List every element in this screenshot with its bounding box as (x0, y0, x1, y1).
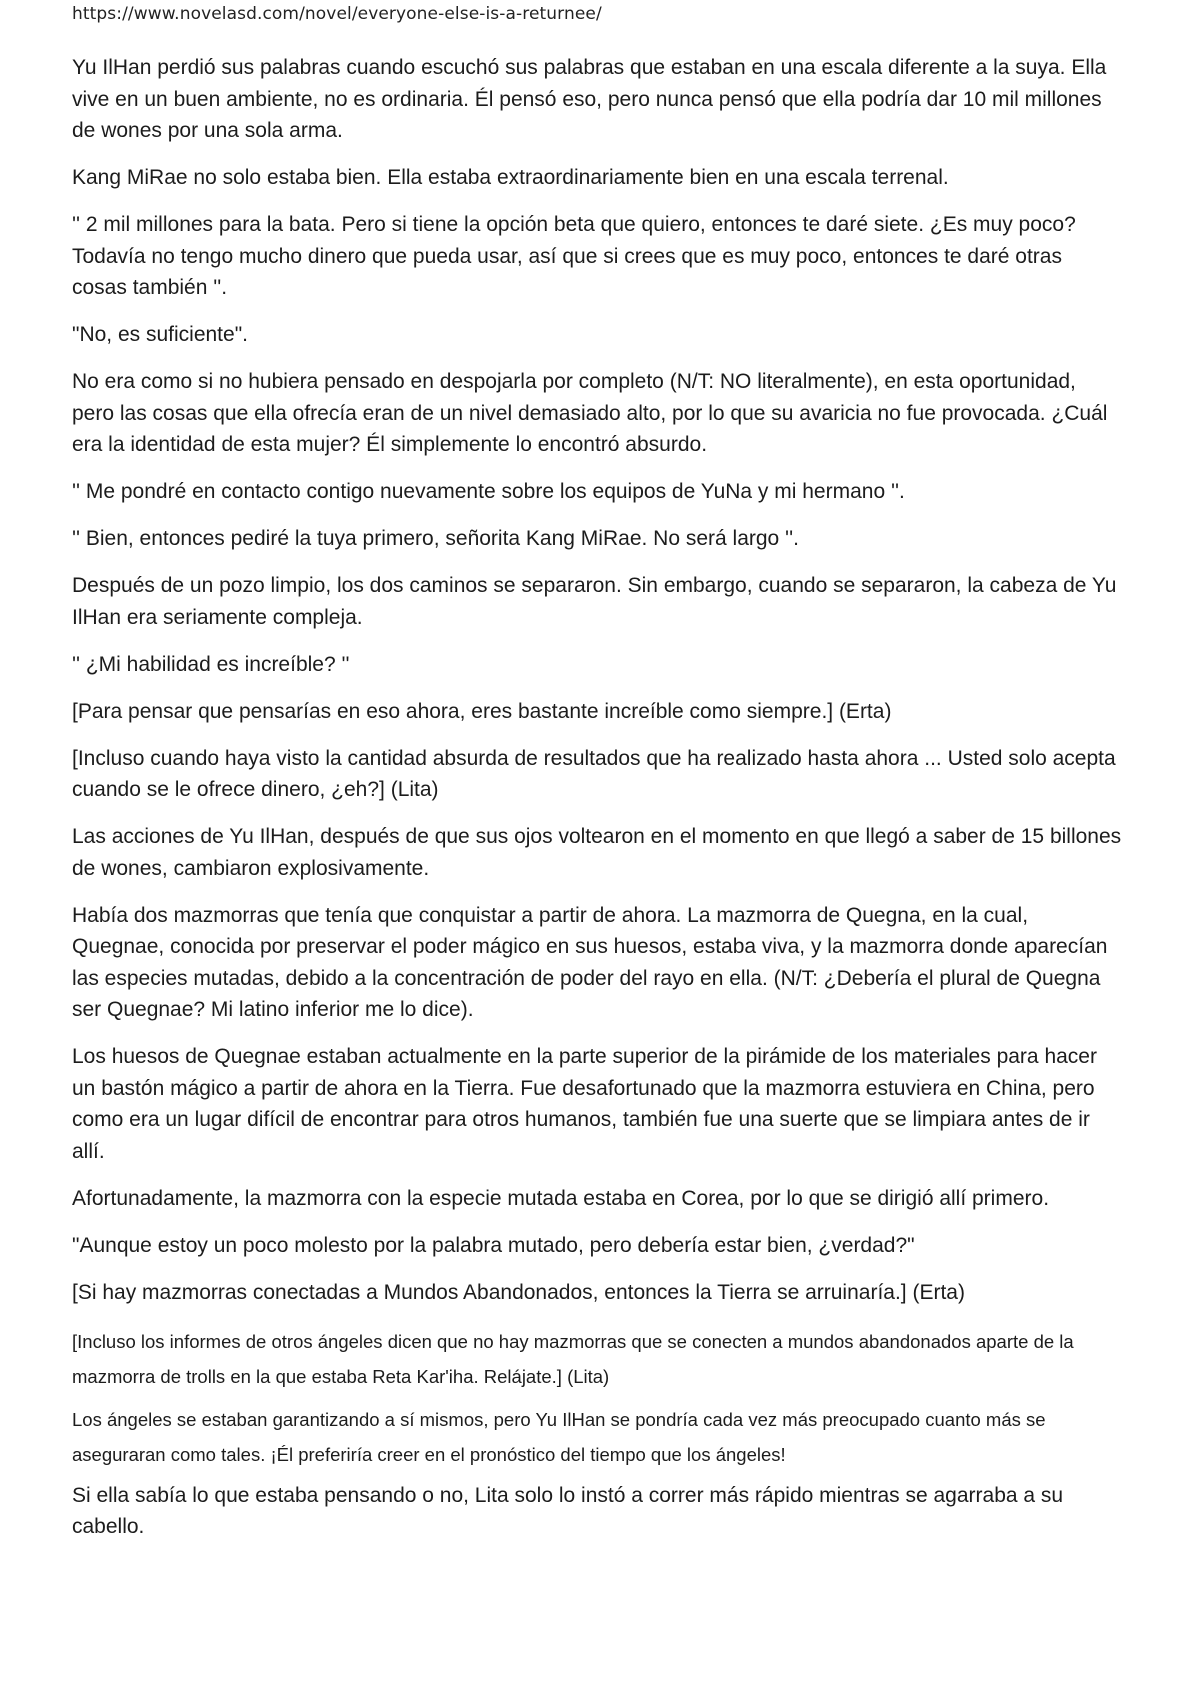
paragraph: [Si hay mazmorras conectadas a Mundos Abandonados, entonces la Tierra se arruinaría.] (Erta) (72, 1280, 965, 1304)
paragraph: Los ángeles se estaban garantizando a sí mismos, pero Yu IlHan se pondría cada vez más preocupado cuanto más se aseguraran como tales. ¡Él preferiría creer en el pronóstico del tiempo que los ángeles! (72, 1408, 1046, 1465)
paragraph: [Para pensar que pensarías en eso ahora, eres bastante increíble como siempre.] (Erta) (72, 699, 892, 723)
paragraph: '' Bien, entonces pediré la tuya primero, señorita Kang MiRae. No será largo ''. (72, 527, 799, 550)
paragraph: No era como si no hubiera pensado en despojarla por completo (N/T: NO literalmente), en esta oportunidad, pero las cosas que ella ofrecía eran de un nivel demasiado alto, por lo que su avaricia no fue provocada. ¿Cuál era la identidad de esta mujer? Él simplemente lo encontró absurdo. (72, 370, 1108, 456)
paragraph: '' Me pondré en contacto contigo nuevamente sobre los equipos de YuNa y mi hermano ''. (72, 480, 905, 503)
paragraph: Había dos mazmorras que tenía que conquistar a partir de ahora. La mazmorra de Quegna, en la cual, Quegnae, conocida por preservar el poder mágico en sus huesos, estaba viva, y la mazmorra donde aparecían las especies mutadas, debido a la concentración de poder del rayo en ella. (N/T: ¿Debería el plural de Quegna ser Quegnae? Mi latino inferior me lo dice). (72, 903, 1108, 1021)
page-url: https://www.novelasd.com/novel/everyone-else-is-a-returnee/ (72, 4, 602, 24)
paragraph: Las acciones de Yu IlHan, después de que sus ojos voltearon en el momento en que llegó a saber de 15 billones de wones, cambiaron explosivamente. (72, 825, 1122, 880)
paragraph: Los huesos de Quegnae estaban actualmente en la parte superior de la pirámide de los materiales para hacer un bastón mágico a partir de ahora en la Tierra. Fue desafortunado que la mazmorra estuviera en China, pero como era un lugar difícil de encontrar para otros humanos, también fue una suerte que se limpiara antes de ir allí. (72, 1045, 1097, 1163)
paragraph: Afortunadamente, la mazmorra con la especie mutada estaba en Corea, por lo que se dirigió allí primero. (72, 1186, 1050, 1210)
paragraph: "Aunque estoy un poco molesto por la palabra mutado, pero debería estar bien, ¿verdad?" (72, 1233, 915, 1257)
paragraph: "No, es suficiente". (72, 323, 248, 346)
paragraph: Kang MiRae no solo estaba bien. Ella estaba extraordinariamente bien en una escala terrenal. (72, 166, 949, 189)
paragraph: '' ¿Mi habilidad es increíble? '' (72, 652, 350, 676)
paragraph: [Incluso los informes de otros ángeles dicen que no hay mazmorras que se conecten a mundos abandonados aparte de la mazmorra de trolls en la que estaba Reta Kar'iha. Relájate.] (Lita) (72, 1330, 1074, 1387)
paragraph: Si ella sabía lo que estaba pensando o no, Lita solo lo instó a correr más rápido mientras se agarraba a su cabello. (72, 1483, 1064, 1538)
paragraph: Yu IlHan perdió sus palabras cuando escuchó sus palabras que estaban en una escala diferente a la suya. Ella vive en un buen ambiente, no es ordinaria. Él pensó eso, pero nunca pensó que ella podría dar 10 mil millones de wones por una sola arma. (72, 56, 1107, 142)
paragraph: '' 2 mil millones para la bata. Pero si tiene la opción beta que quiero, entonces te daré siete. ¿Es muy poco? Todavía no tengo mucho dinero que pueda usar, así que si crees que es muy poco, entonces te daré otras cosas también ''. (72, 213, 1076, 299)
paragraph: [Incluso cuando haya visto la cantidad absurda de resultados que ha realizado hasta ahora ... Usted solo acepta cuando se le ofrece dinero, ¿eh?] (Lita) (72, 746, 1116, 801)
paragraph: Después de un pozo limpio, los dos caminos se separaron. Sin embargo, cuando se separaron, la cabeza de Yu IlHan era seriamente compleja. (72, 574, 1117, 629)
document-body (72, 52, 1122, 1558)
